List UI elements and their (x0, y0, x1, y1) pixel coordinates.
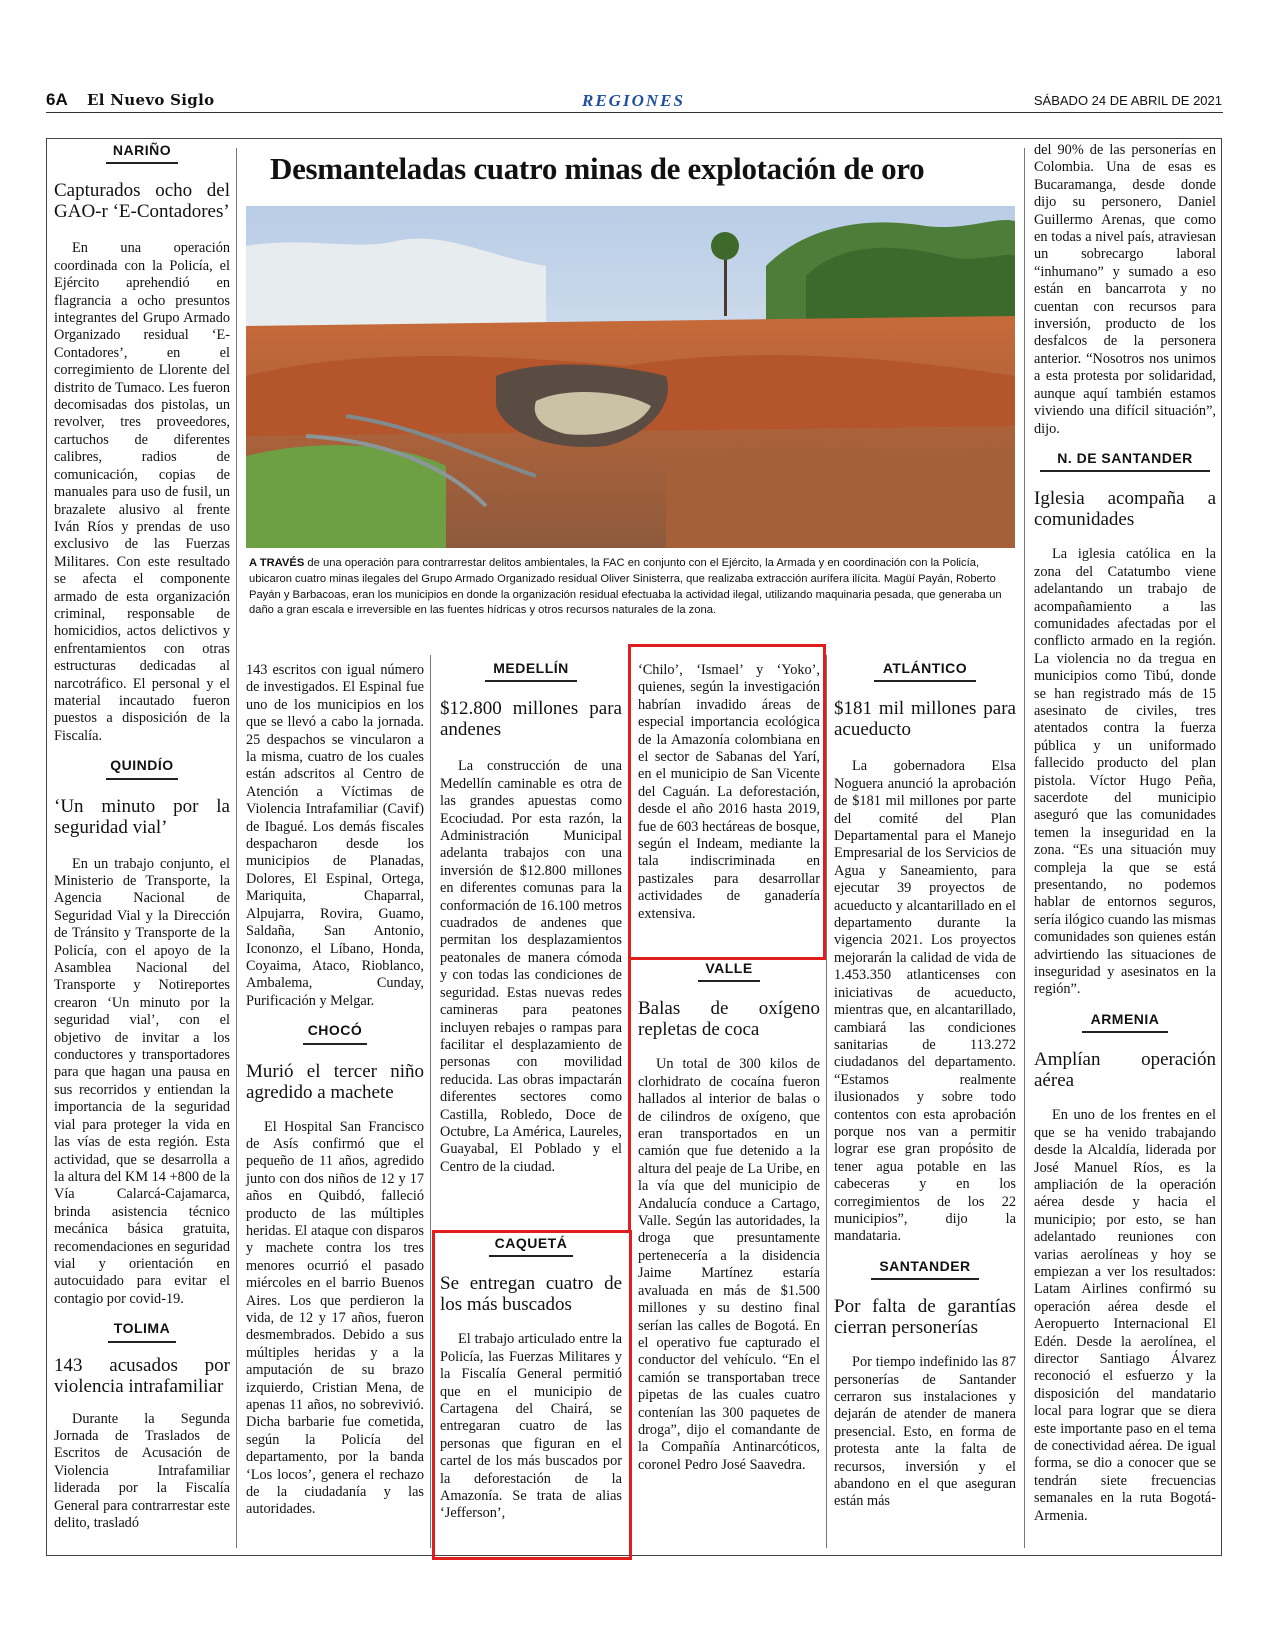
headline-tolima: 143 acusados por violencia intrafamiliar (54, 1354, 230, 1397)
article-body-medellin: La construcción de una Medellín caminable es otra de las grandes apuestas como Ecociudad. Por esta razón, la Administración Municipal adelanta trabajos con una inversión de $12.800 millones en diferentes comunas para la conformación de 16.100 metros cuadrados de andenes que permitan los desplazamientos peatonales de manera cómoda y con todas las condiciones de seguridad. Estas nuevas redes camineras para peatones incluyen rebajes o rampas para facilitar el desplazamiento de personas con movilidad reducida. Las obras impactarán diferentes sectores como Castilla, Robledo, Doce de Octubre, La América, Laureles, Guayabal, El Poblado y el Centro de la ciudad. (440, 758, 622, 1175)
newspaper-name: El Nuevo Siglo (87, 91, 215, 109)
article-body-tolima-continued: 143 escritos con igual número de investigados. El Espinal fue uno de los municipios en los que se llevó a cabo la jornada. 25 despachos se vincularon a la misma, cuatro de los cuales están adscritos al Centro de Atención a Víctimas de Violencia Intrafamiliar (Cavif) de Ibagué. Los demás fiscales despacharon desde los municipios de Planadas, Dolores, El Espinal, Ortega, Mariquita, Chaparral, Alpujarra, Rovira, Guamo, Saldaña, San Antonio, Icononzo, el Líbano, Honda, Coyaima, Ataco, Rioblanco, Ambalema, Cunday, Purificación y Melgar. (246, 662, 424, 1009)
headline-santander: Por falta de garantías cierran personerías (834, 1296, 1016, 1339)
article-body-quindio: En un trabajo conjunto, el Ministerio de Transporte, la Agencia Nacional de Seguridad Vial y la Dirección de Tránsito y Transporte de la Policía, con el apoyo de la Asamblea Nacional del Transporte y Notireportes crearon ‘Un minuto por la seguridad vial’, con el objetivo de invitar a los conductores y transportadores para que hagan una pausa en sus recorridos y entiendan la importancia de la seguridad vial para proteger la vida en las vías de esta región. Esta actividad, que se desarrolla a la altura del KM 14 +800 de la Vía Calarcá-Cajamarca, brinda asistencia técnico mecánica básica gratuita, recomendaciones en seguridad vial y orientación en autocuidado para evitar el contagio por covid-19. (54, 855, 231, 1307)
headline-caqueta: Se entregan cuatro de los más buscados (440, 1273, 622, 1316)
column-3 (440, 660, 622, 1176)
column-2 (246, 662, 424, 1519)
header-rule (46, 112, 1223, 113)
column-4-valle (638, 960, 820, 1474)
headline-choco: Murió el tercer niño agredido a machete (246, 1060, 424, 1103)
column-divider (826, 655, 827, 1548)
highlight-box-caqueta (432, 1230, 632, 1560)
article-body-valle: Un total de 300 kilos de clorhidrato de cocaína fueron hallados al interior de balas o de cilindros de oxígeno, que eran transportados en un camión que fue detenido a la altura del peaje de La Uribe, en la vía que del municipio de Andalucía conduce a Cartago, Valle. Según las autoridades, la droga que presuntamente pertenecería a la disidencia Jaime Martínez estaría avaluada en más de $1.500 millones y su destino final serían las calles de Bogotá. En el operativo fue capturado el conductor del vehículo. “En el camión se transportaban trece pipetas de las cuales cuatro contenían las 300 paquetes de droga”, dijo el comandante de la Compañía Antinarcóticos, coronel Pedro José Saavedra. (638, 1056, 820, 1473)
column-divider (1024, 148, 1025, 1548)
kicker-narino: NARIÑO (106, 142, 178, 164)
column-divider (236, 148, 237, 1548)
highlight-connector (628, 957, 631, 1233)
headline-medellin: $12.800 millones para andenes (440, 698, 622, 741)
caption-text: de una operación para contrarrestar delitos ambientales, la FAC en conjunto con el Ejército, la Armada y en coordinación con la Policía, ubicaron cuatro minas ilegales del Grupo Armado Organizado residual Oliver Sinisterra, que realizaba extracción aurífera ilícita. Magüí Payán, Roberto Payán y Barbacoas, eran los municipios en donde la organización residual efectuaba la actividad ilegal, utilizando maquinaria pesada, que generaba un daño a gran escala e irreversible en las fuentes hídricas y otros recursos naturales de la zona. (249, 557, 1002, 617)
headline-norte-de-santander: Iglesia acompaña a comunidades (1034, 488, 1216, 531)
section-title: REGIONES (582, 91, 685, 110)
column-5 (834, 660, 1016, 1511)
kicker-tolima: TOLIMA (108, 1320, 176, 1342)
article-body-narino: En una operación coordinada con la Policía, el Ejército aprehendió en flagrancia a ocho presuntos integrantes del Grupo Armado Organizado residual ‘E-Contadores’, en el corregimiento de Llorente del distrito de Tumaco. Les fueron decomisadas dos pistolas, un revolver, tres proveedores, cartuchos de diferentes calibres, radios de comunicación, copias de manuales para uso de fusil, un brazalete alusivo al frente Iván Ríos y prendas de uso exclusivo de las Fuerzas Militares. Con este resultado se afecta el componente armado de esta organización criminal, responsable de homicidios, actos delictivos y enfrentamientos con otras estructuras dedicadas al narcotráfico. El personal y el material incautado fueron puestos a disposición de la Fiscalía. (54, 240, 230, 744)
kicker-caqueta: CAQUETÁ (489, 1235, 573, 1257)
article-body-santander-continued: del 90% de las personerías en Colombia. Una de esas es Bucaramanga, desde donde dijo su personero, Daniel Guillermo Arenas, que como en todas a nivel país, atraviesan un sobrecargo laboral “inhumano” y sumado a eso están en bancarrota y no cuentan con recursos para inversión, producto de los desfalcos de la personera anterior. “Nosotros nos unimos a esta protesta por solidaridad, aunque aquí también estamos viviendo una difícil situación”, dijo. (1034, 142, 1216, 437)
article-body-atlantico: La gobernadora Elsa Noguera anunció la aprobación de $181 mil millones por parte del comité del Plan Departamental para el Manejo Empresarial de los Servicios de Agua y Saneamiento, para ejecutar 39 proyectos de acueducto y alcantarillado en el departamento durante la vigencia 2021. Los proyectos mejorarán la calidad de vida de 1.453.350 atlanticenses con iniciativas de acueducto, mientras que, en alcantarillado, cambiará las condiciones sanitarias de 113.272 ciudadanos del departamento. “Estamos realmente ilusionados y sobre todo contentos con esta aprobación porque nos van a permitir lograr ese gran propósito de tener agua potable en las cabeceras y en los corregimientos de los 22 municipios”, dijo la mandataria. (834, 758, 1016, 1245)
article-body-caqueta: El trabajo articulado entre la Policía, las Fuerzas Militares y la Fiscalía General permitió que en el municipio de Cartagena del Chairá, se entregaran cuatro de las personas que figuran en el cartel de los más buscados por la deforestación de la Amazonía. Se trata de alias ‘Jefferson’, (440, 1331, 622, 1522)
main-headline: Desmanteladas cuatro minas de explotación de oro (270, 151, 925, 186)
kicker-quindio: QUINDÍO (106, 757, 178, 779)
kicker-norte-de-santander: N. DE SANTANDER (1040, 450, 1210, 472)
kicker-atlantico: ATLÁNTICO (874, 660, 976, 682)
kicker-valle: VALLE (698, 960, 760, 982)
article-body-choco: El Hospital San Francisco de Asís confirmó que el pequeño de 11 años, agredido junto con dos niños de 12 y 17 años en Quibdó, falleció producto de las múltiples heridas. El ataque con disparos y machete contra los tres menores ocurrió el pasado miércoles en el barrio Buenos Aires. Los que perdieron la vida, de 12 y 17 años, fueron desmembrados. Debido a sus múltiples heridas y a la amputación de su brazo izquierdo, Cristian Mena, de apenas 11 años, no sobrevivió. Dicha barbarie fue cometida, según la Policía del departamento, por la banda ‘Los locos’, genera el rechazo de la ciudadanía y las autoridades. (246, 1118, 424, 1518)
photo-caption (249, 556, 1009, 619)
headline-atlantico: $181 mil millones para acueducto (834, 698, 1016, 741)
highlight-box-caqueta-continued (628, 644, 826, 960)
page-number: 6A (46, 90, 68, 109)
mine-photo-illustration (246, 206, 1015, 548)
column-divider (430, 655, 431, 1548)
kicker-medellin: MEDELLÍN (485, 660, 577, 682)
kicker-armenia: ARMENIA (1082, 1011, 1168, 1033)
headline-quindio: ‘Un minuto por la seguridad vial’ (54, 795, 230, 838)
column-1 (54, 142, 230, 1532)
headline-valle: Balas de oxígeno repletas de coca (638, 998, 820, 1041)
headline-armenia: Amplían operación aérea (1034, 1049, 1216, 1092)
mine-photo (246, 206, 1015, 548)
article-body-tolima: Durante la Segunda Jornada de Traslados de Escritos de Acusación de Violencia Intrafamiliar liderada por la Fiscalía General para contrarrestar este delito, trasladó (54, 1410, 230, 1531)
issue-date: SÁBADO 24 DE ABRIL DE 2021 (1033, 93, 1222, 108)
article-body-armenia: En uno de los frentes en el que se ha venido trabajando desde la Alcaldía, liderada por José Manuel Ríos, es la ampliación de la operación aérea desde y hacia el municipio; por esto, se han adelantado reuniones con varias aerolíneas y hoy se empiezan a ver los resultados: Latam Airlines confirmó su operación aérea desde el Aeropuerto Internacional El Edén. Desde la aerolínea, el director Santiago Álvarez reconoció el esfuerzo y la disposición del mandatario local para lograr que se diera este importante paso en el tema de conectividad aérea. De igual forma, se dio a conocer que se tendrán siete frecuencias semanales en la ruta Bogotá-Armenia. (1034, 1107, 1216, 1524)
article-body-caqueta-continued: ‘Chilo’, ‘Ismael’ y ‘Yoko’, quienes, según la investigación habrían invadido áreas de especial importancia ecológica de la Amazonía colombiana en el sector de Sabanas del Yarí, en el municipio de San Vicente del Caguán. La deforestación, desde el año 2016 hasta 2019, fue de 603 hectáreas de bosque, según el Indeam, mediante la tala indiscriminada en pastizales para desarrollar actividades de ganadería extensiva. (638, 662, 820, 922)
kicker-choco: CHOCÓ (303, 1022, 367, 1044)
kicker-santander: SANTANDER (871, 1258, 979, 1280)
headline-narino: Capturados ocho del GAO-r ‘E-Contadores’ (54, 180, 230, 223)
article-body-norte-de-santander: La iglesia católica en la zona del Catatumbo viene adelantando un trabajo de acompañamiento a las comunidades afectadas por el conflicto armado en la región. La violencia no da tregua en municipios como Tibú, donde se han registrado más de 15 asesinato de civiles, tres atentados contra la fuerza pública y un uniformado fallecido producto del plan pistola. Víctor Hugo Peña, sacerdote del municipio aseguró que las comunidades temen la inseguridad en la zona. “Es una situación muy compleja la que se está presentando, no podemos hablar de entornos seguros, sería ilógico cuando las mismas comunidades son quienes están advirtiendo las situaciones de inseguridad y asesinatos en la región”. (1034, 546, 1216, 998)
column-6 (1034, 142, 1216, 1525)
article-body-santander: Por tiempo indefinido las 87 personerías de Santander cerraron sus instalaciones y dejarán de atender de manera presencial. Esto, en forma de protesta ante la falta de recursos, inversión y el abandono en el que aseguran están más (834, 1354, 1016, 1510)
caption-lead: A TRAVÉS (249, 557, 305, 569)
